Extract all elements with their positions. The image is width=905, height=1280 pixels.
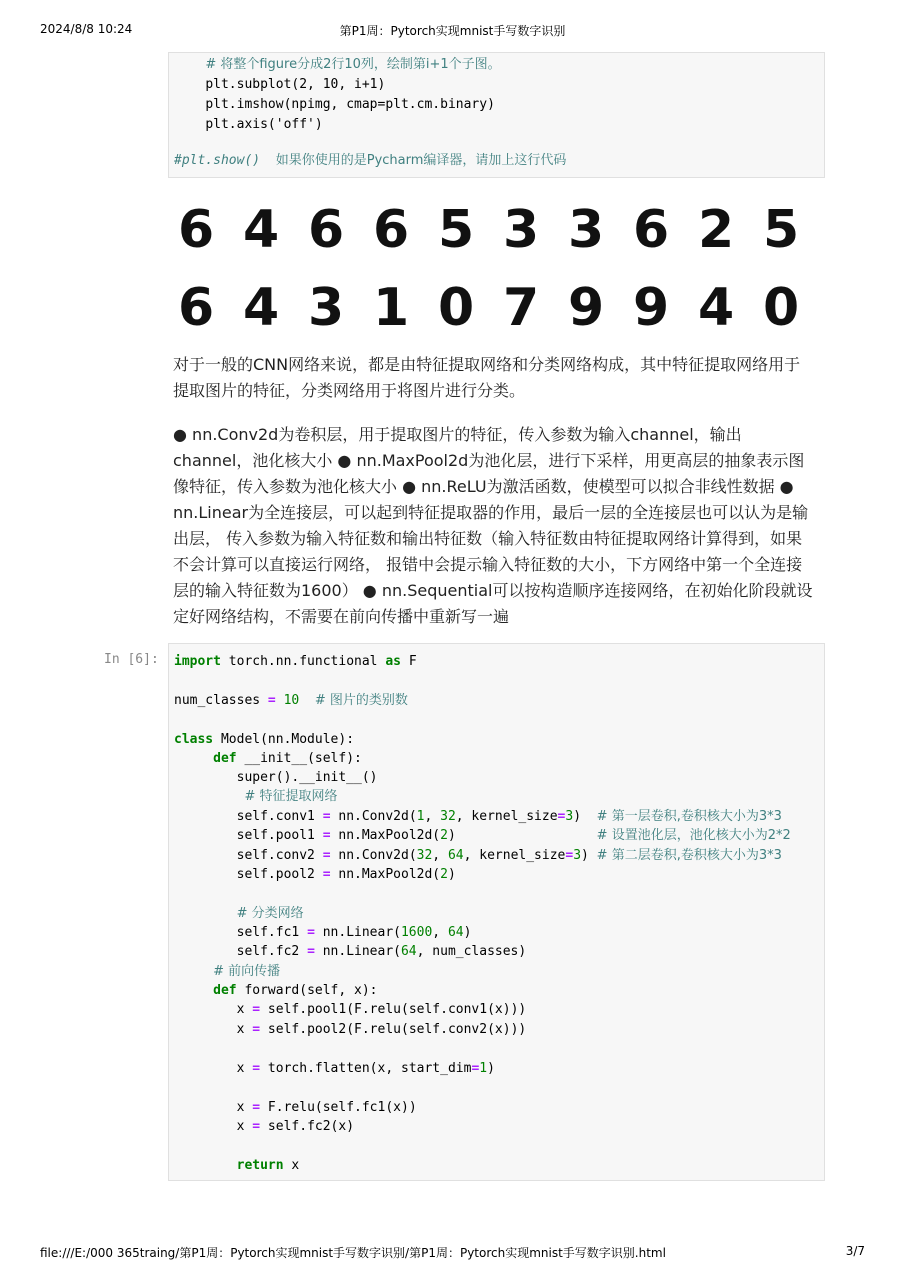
code-line: plt.subplot(2, 10, i+1) — [205, 77, 386, 92]
mnist-digit: 3 — [308, 278, 345, 338]
mnist-digit: 5 — [438, 200, 475, 260]
code-line: # 将整个figure分成2行10列，绘制第i+1个子图。 — [205, 57, 501, 72]
mnist-digit: 6 — [308, 200, 345, 260]
mnist-digit: 0 — [438, 278, 475, 338]
code-cell-model[interactable] — [168, 643, 825, 1181]
code-line: x = self.pool1(F.relu(self.conv1(x))) — [174, 1002, 527, 1017]
mnist-digit: 4 — [243, 200, 280, 260]
print-file-path: file:///E:/000 365traing/第P1周：Pytorch实现mnist手写数字识别/第P1周：Pytorch实现mnist手写数字识别.html — [40, 1246, 666, 1260]
code-line: #plt.show() 如果你使用的是Pycharm编译器，请加上这行代码 — [174, 153, 567, 168]
code-line: plt.imshow(npimg, cmap=plt.cm.binary) — [205, 97, 495, 112]
cell-prompt: In [6]: — [104, 652, 159, 667]
code-line: def forward(self, x): — [213, 983, 378, 998]
code-block-plot — [168, 52, 825, 178]
mnist-digit: 4 — [243, 278, 280, 338]
code-line: x = F.relu(self.fc1(x)) — [174, 1100, 417, 1115]
mnist-digit: 9 — [633, 278, 670, 338]
code-line: # 分类网络 — [236, 906, 304, 921]
mnist-digit: 0 — [763, 278, 800, 338]
code-line: # 前向传播 — [213, 964, 281, 979]
mnist-digit: 3 — [568, 200, 605, 260]
mnist-digit: 7 — [503, 278, 540, 338]
code-line: self.conv2 = nn.Conv2d(32, 64, kernel_size=3) # 第二层卷积,卷积核大小为3*3 — [174, 848, 782, 863]
code-line: x = torch.flatten(x, start_dim=1) — [174, 1061, 495, 1076]
digit-row-2 — [178, 278, 799, 338]
code-line: return x — [236, 1158, 300, 1173]
mnist-digit: 6 — [178, 200, 215, 260]
mnist-digit: 6 — [633, 200, 670, 260]
code-line: self.fc2 = nn.Linear(64, num_classes) — [174, 944, 527, 959]
print-title: 第P1周：Pytorch实现mnist手写数字识别 — [339, 24, 566, 38]
digit-row-1 — [178, 200, 799, 260]
code-line: class Model(nn.Module): — [174, 732, 355, 747]
mnist-digit: 6 — [178, 278, 215, 338]
code-line: def __init__(self): — [213, 751, 362, 766]
code-line: # 特征提取网络 — [244, 789, 338, 804]
page-number: 3/7 — [845, 1244, 865, 1258]
mnist-digit: 5 — [763, 200, 800, 260]
code-line: num_classes = 10 # 图片的类别数 — [174, 693, 408, 708]
print-date: 2024/8/8 10:24 — [40, 22, 133, 36]
mnist-digit: 9 — [568, 278, 605, 338]
code-line: x = self.fc2(x) — [174, 1119, 355, 1134]
code-line: self.fc1 = nn.Linear(1600, 64) — [174, 925, 472, 940]
code-line: self.conv1 = nn.Conv2d(1, 32, kernel_size=3) # 第一层卷积,卷积核大小为3*3 — [174, 809, 782, 824]
mnist-sample-images — [170, 185, 820, 345]
code-line: self.pool1 = nn.MaxPool2d(2) # 设置池化层，池化核大小为2*2 — [174, 828, 791, 843]
mnist-digit: 4 — [698, 278, 735, 338]
mnist-digit: 6 — [373, 200, 410, 260]
mnist-digit: 3 — [503, 200, 540, 260]
mnist-digit: 1 — [373, 278, 410, 338]
code-line: import torch.nn.functional as F — [174, 654, 417, 669]
code-line: super().__init__() — [174, 770, 378, 785]
paragraph-layers: ● nn.Conv2d为卷积层，用于提取图片的特征，传入参数为输入channel，输出channel，池化核大小 ● nn.MaxPool2d为池化层，进行下采样，用更高层的抽象表示图像特征，传入参数为池化核大小 ● nn.ReLU为激活函数，使模型可以拟合非线性数据 ● nn.Linear为全连接层，可以起到特征提取器的作用，最后一层的全连接层也可以认为是输出层， 传入参数为输入特征数和输出特征数（输入特征数由特征提取网络计算得到，如果不会计算可以直接运行网络， 报错中会提示输入特征数的大小，下方网络中第一个全连接层的输入特征数为1600） ● nn.Sequential可以按构造顺序连接网络，在初始化阶段就设定好网络结构，不需要在前向传播中重新写一遍 — [173, 425, 813, 626]
code-line: x = self.pool2(F.relu(self.conv2(x))) — [174, 1022, 527, 1037]
paragraph-intro: 对于一般的CNN网络来说，都是由特征提取网络和分类网络构成，其中特征提取网络用于提取图片的特征，分类网络用于将图片进行分类。 — [173, 355, 801, 400]
code-line: plt.axis('off') — [205, 117, 323, 132]
code-line: self.pool2 = nn.MaxPool2d(2) — [174, 867, 456, 882]
mnist-digit: 2 — [698, 200, 735, 260]
